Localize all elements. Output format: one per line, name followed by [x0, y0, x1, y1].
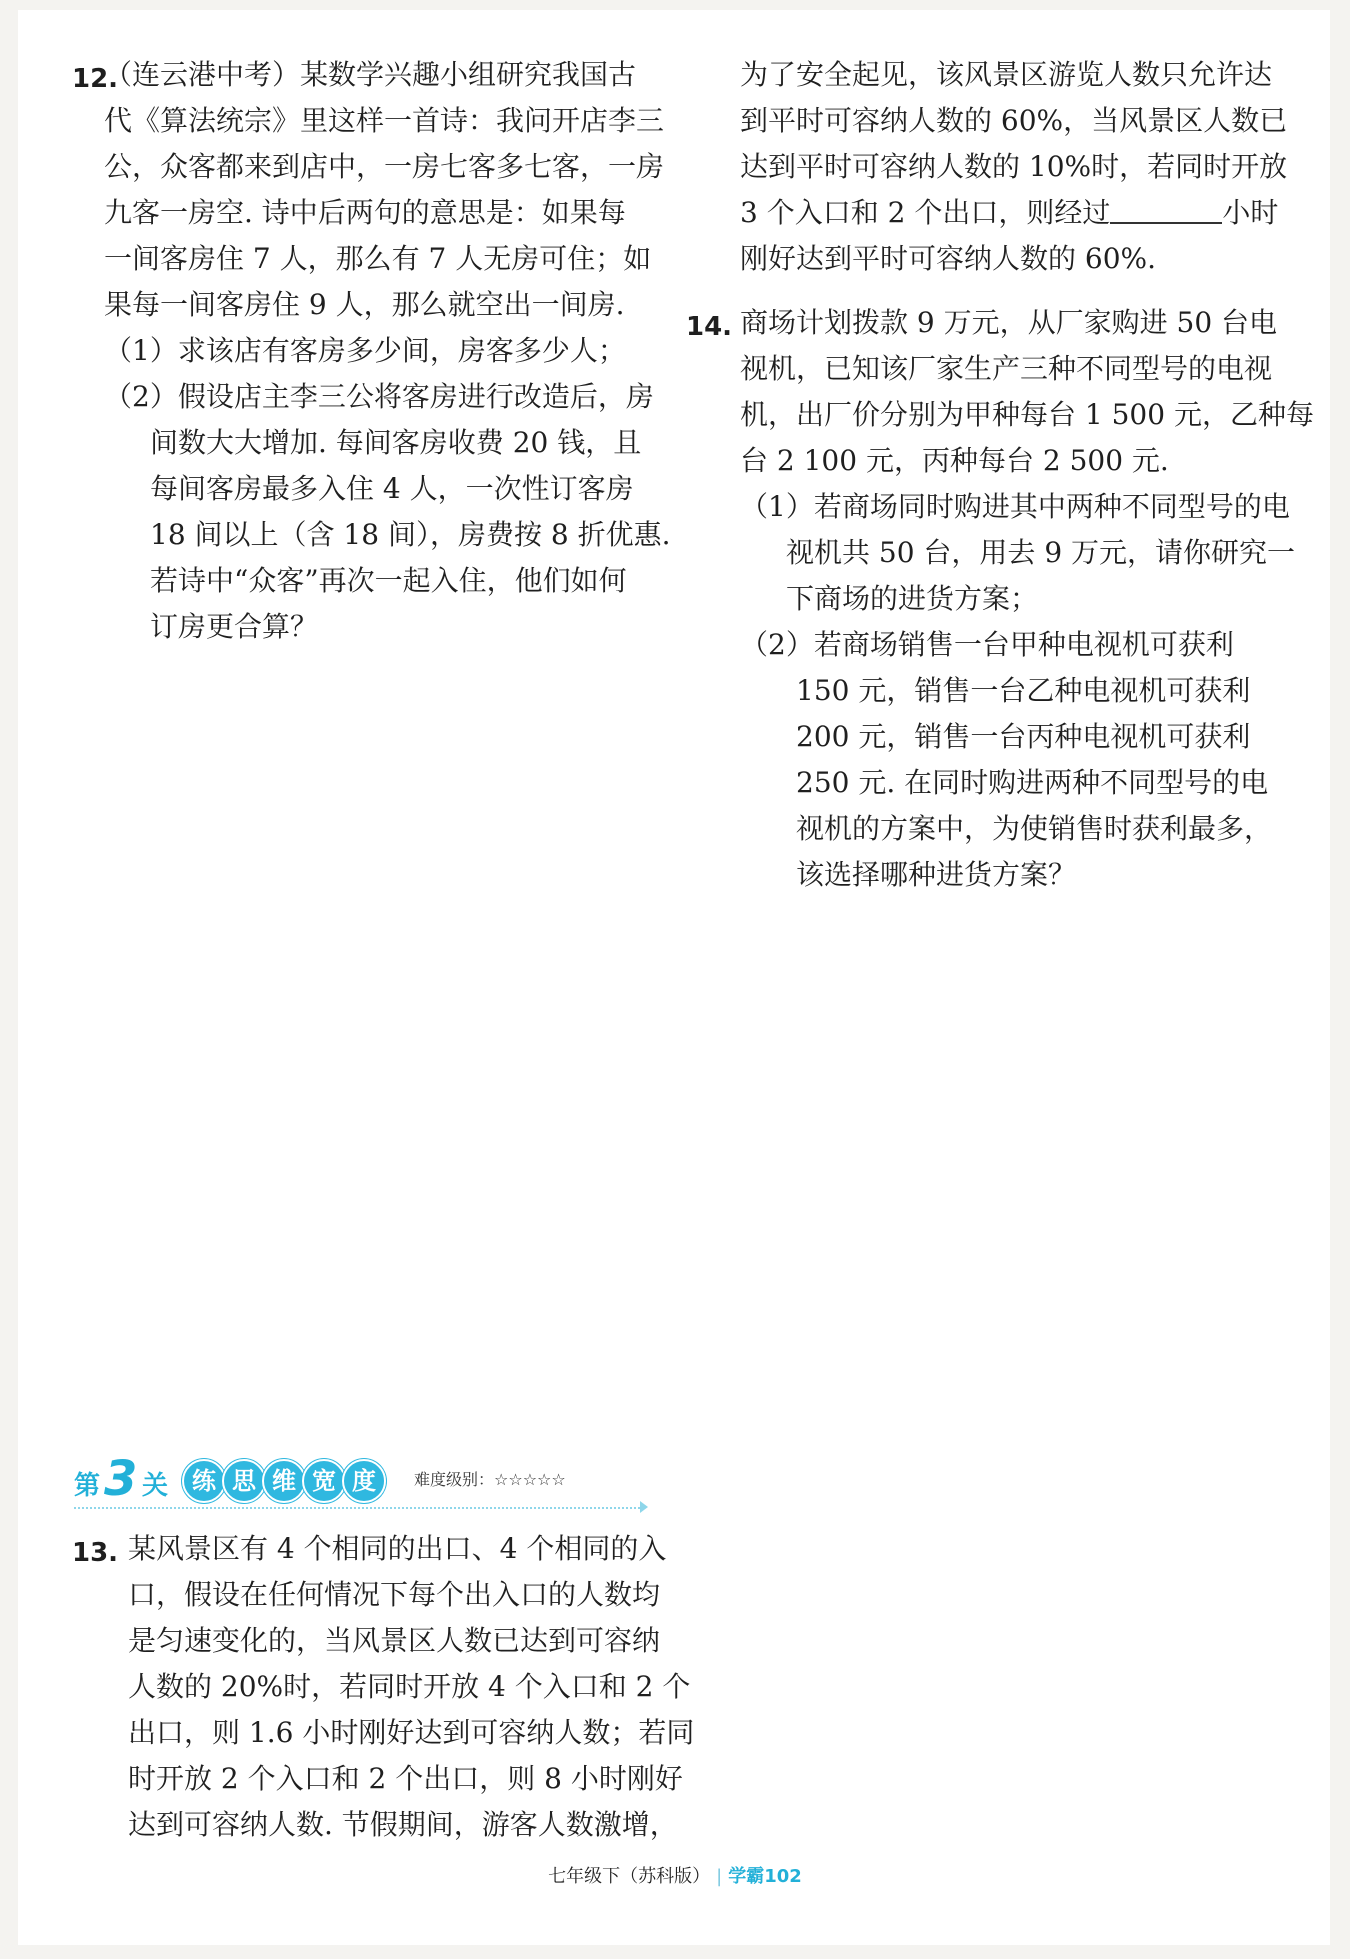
q12-line-3: 公，众客都来到店中，一房七客多七客，一房 — [104, 150, 665, 183]
q13-cont-line: 为了安全起见，该风景区游览人数只允许达 — [740, 58, 1273, 91]
q12-part-2-first: （2）假设店主李三公将客房进行改造后，房 — [104, 380, 654, 413]
q13-blank-suffix: 小时 — [1222, 196, 1279, 229]
section-title-char: 思 — [222, 1459, 266, 1503]
q14-part-2-line: 该选择哪种进货方案？ — [796, 858, 1077, 891]
question-14 — [740, 300, 1314, 898]
q14-part-2-line: 150 元，销售一台乙种电视机可获利 — [796, 674, 1251, 707]
footer-grade: 七年级下（苏科版） — [548, 1866, 711, 1887]
q14-line: 视机，已知该厂家生产三种不同型号的电视 — [740, 352, 1273, 385]
question-13 — [128, 1526, 695, 1848]
q14-part-2-first: （2）若商场销售一台甲种电视机可获利 — [740, 628, 1234, 661]
q12-part-2-line: 每间客房最多入住 4 人，一次性订客房 — [150, 472, 634, 505]
answer-blank[interactable] — [1110, 192, 1222, 224]
q12-part-2-line: 订房更合算？ — [150, 610, 319, 643]
footer-brand-page: 学霸102 — [728, 1866, 802, 1887]
q14-line: 台 2 100 元，丙种每台 2 500 元. — [740, 444, 1169, 477]
section-title-char: 度 — [342, 1459, 386, 1503]
q12-part-2-line: 18 间以上（含 18 间），房费按 8 折优惠. — [150, 518, 671, 551]
q14-part-2-line: 200 元，销售一台丙种电视机可获利 — [796, 720, 1251, 753]
q12-part-2-line: 若诗中“众客”再次一起入住，他们如何 — [150, 564, 627, 597]
q13-line: 时开放 2 个入口和 2 个出口，则 8 小时刚好 — [128, 1762, 683, 1795]
q13-line: 达到可容纳人数. 节假期间，游客人数激增， — [128, 1808, 678, 1841]
q14-part-1-line: 下商场的进货方案； — [786, 582, 1039, 615]
q14-part-1-line: 视机共 50 台，用去 9 万元，请你研究一 — [786, 536, 1296, 569]
section-title-char: 练 — [182, 1459, 226, 1503]
banner-divider — [74, 1507, 644, 1509]
q12-line-1: （连云港中考）某数学兴趣小组研究我国古 — [104, 58, 637, 91]
q13-cont-line: 到平时可容纳人数的 60%，当风景区人数已 — [740, 104, 1288, 137]
q13-line: 出口，则 1.6 小时刚好达到可容纳人数；若同 — [128, 1716, 695, 1749]
question-12 — [104, 52, 671, 650]
section-title — [182, 1459, 382, 1503]
q12-line-6: 果每一间客房住 9 人，那么就空出一间房. — [104, 288, 625, 321]
q13-line: 是匀速变化的，当风景区人数已达到可容纳 — [128, 1624, 661, 1657]
q12-line-4: 九客一房空. 诗中后两句的意思是：如果每 — [104, 196, 626, 229]
q14-line: 机，出厂价分别为甲种每台 1 500 元，乙种每 — [740, 398, 1314, 431]
question-13-number: 13. — [72, 1538, 119, 1568]
section-prefix: 第 — [74, 1471, 101, 1501]
q14-part-2-line: 视机的方案中，为使销售时获利最多， — [796, 812, 1273, 845]
q14-line: 商场计划拨款 9 万元，从厂家购进 50 台电 — [740, 306, 1278, 339]
q12-part-2-line: 间数大大增加. 每间客房收费 20 钱，且 — [150, 426, 642, 459]
q14-part-1-first: （1）若商场同时购进其中两种不同型号的电 — [740, 490, 1290, 523]
section-title-char: 维 — [262, 1459, 306, 1503]
section-banner — [74, 1451, 664, 1515]
q13-cont-last-line: 刚好达到平时可容纳人数的 60%. — [740, 242, 1157, 275]
question-12-number: 12. — [72, 64, 119, 94]
section-number: 3 — [104, 1451, 138, 1507]
q13-blank-line — [740, 190, 1300, 236]
q14-part-2-line: 250 元. 在同时购进两种不同型号的电 — [796, 766, 1269, 799]
q13-line: 口，假设在任何情况下每个出入口的人数均 — [128, 1578, 661, 1611]
q12-line-2: 代《算法统宗》里这样一首诗：我问开店李三 — [104, 104, 665, 137]
q13-line: 某风景区有 4 个相同的出口、4 个相同的入 — [128, 1532, 667, 1565]
page-footer — [0, 1862, 1350, 1888]
section-suffix: 关 — [142, 1471, 169, 1501]
q12-line-5: 一间客房住 7 人，那么有 7 人无房可住；如 — [104, 242, 652, 275]
q13-cont-line: 达到平时可容纳人数的 10%时，若同时开放 — [740, 150, 1288, 183]
section-title-char: 宽 — [302, 1459, 346, 1503]
footer-separator: | — [716, 1866, 723, 1887]
question-14-number: 14. — [686, 312, 733, 342]
q13-blank-prefix: 3 个入口和 2 个出口，则经过 — [740, 196, 1111, 229]
arrow-icon — [640, 1501, 648, 1513]
question-13-continuation — [740, 52, 1300, 282]
difficulty-label: 难度级别：☆☆☆☆☆ — [414, 1470, 566, 1489]
q13-line: 人数的 20%时，若同时开放 4 个入口和 2 个 — [128, 1670, 691, 1703]
q12-part-1: （1）求该店有客房多少间，房客多少人； — [104, 334, 626, 367]
